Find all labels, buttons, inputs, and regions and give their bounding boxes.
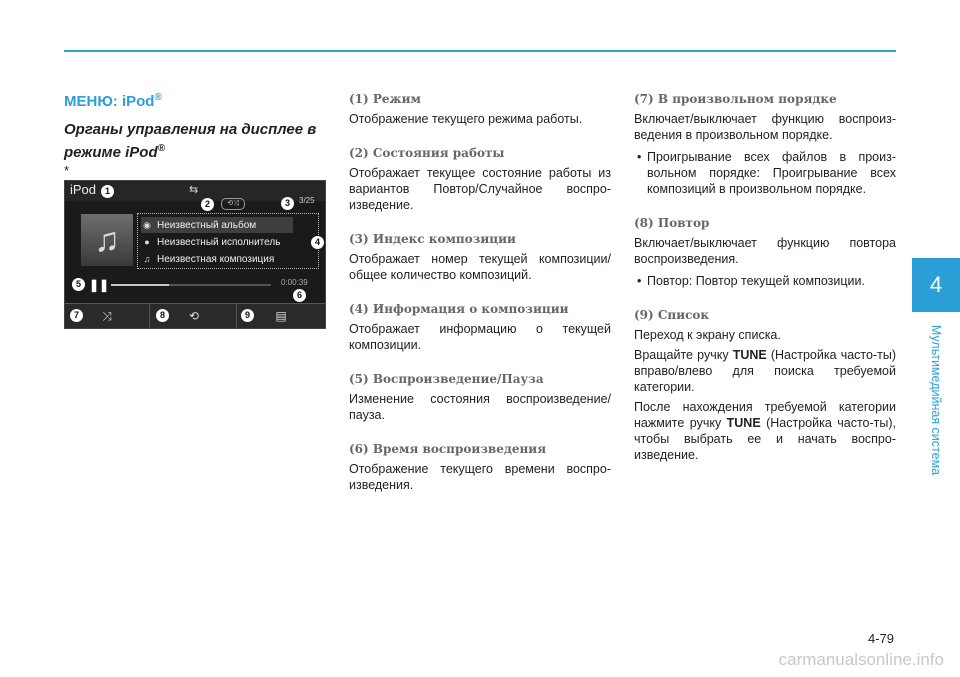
section-title: (9) Список	[634, 308, 710, 322]
artist-icon: ●	[144, 237, 150, 247]
menu-column	[64, 92, 326, 329]
callout-6: 6	[293, 289, 306, 302]
section-text: Отображение текущего времени воспро-изведения.	[349, 462, 611, 492]
section-title: (1) Режим	[349, 92, 421, 106]
shuffle-icon: ⤨	[102, 309, 112, 323]
section-title: (4) Информация о композиции	[349, 302, 569, 316]
repeat-mode-icon: ⟲⤨	[221, 198, 245, 210]
chapter-title: Мультимедийная система	[929, 324, 943, 476]
watermark: carmanualsonline.info	[778, 650, 944, 669]
song-icon: ♫	[143, 254, 151, 264]
callout-4: 4	[311, 236, 324, 249]
pause-icon: ❚❚	[89, 278, 110, 292]
section-title: (3) Индекс композиции	[349, 232, 516, 246]
artist-row: ● Неизвестный исполнитель	[141, 234, 280, 250]
section-text: Включает/выключает функцию воспроиз-ведения в произвольном порядке.	[634, 112, 896, 142]
bullet-item: • Повтор: Повтор текущей композиции.	[637, 274, 865, 288]
repeat-icon: ⟲	[188, 309, 200, 323]
section-text: После нахождения требуемой категории нажмите ручку TUNE (Настройка часто-ты), чтобы выбрать ее и начать воспро-изведение.	[634, 400, 896, 462]
list-icon: ▤	[275, 309, 287, 323]
progress-fill	[111, 284, 169, 286]
section-text: Отображает текущее состояние работы из вариантов Повтор/Случайное воспро-изведение.	[349, 166, 611, 212]
song-row: ♫ Неизвестная композиция	[141, 251, 274, 267]
callout-5: 5	[72, 278, 85, 291]
ipod-screen-illustration	[64, 180, 326, 329]
callout-3: 3	[281, 197, 294, 210]
section-title: (2) Состояния работы	[349, 146, 505, 160]
menu-subtitle: Органы управления на дисплее в режиме iPod®	[64, 121, 317, 161]
bullet-item: • Проигрывание всех файлов в произ-вольном порядке: Проигрывание всех композиций в произвольном порядке.	[637, 150, 896, 196]
play-time: 0:00:39	[281, 278, 308, 287]
callout-1: 1	[101, 185, 114, 198]
callout-8: 8	[156, 309, 169, 322]
asterisk-note: *	[64, 163, 70, 178]
usb-icon: ⇆	[189, 184, 199, 196]
section-text: Переход к экрану списка.	[634, 328, 781, 342]
chapter-number-tab: 4	[912, 258, 960, 312]
album-icon: ◉	[143, 220, 151, 230]
screen-button-bar	[65, 303, 325, 329]
section-text: Отображает номер текущей композиции/ общее количество композиций.	[349, 252, 611, 282]
section-text: Включает/выключает функцию повтора воспроизведения.	[634, 236, 896, 266]
progress-bar	[111, 284, 271, 286]
callout-2: 2	[201, 198, 214, 211]
album-art-music-note-icon: ♫	[81, 214, 133, 266]
section-text: Вращайте ручку TUNE (Настройка часто-ты) вправо/влево для поиска требуемой категории.	[634, 348, 896, 394]
album-row: ◉ Неизвестный альбом	[141, 217, 293, 233]
menu-title: МЕНЮ: iPod®	[64, 92, 162, 110]
section-title: (8) Повтор	[634, 216, 710, 230]
track-index: 3/25	[299, 196, 315, 205]
section-title: (7) В произвольном порядке	[634, 92, 837, 106]
page-number: 4-79	[867, 631, 894, 646]
descriptions-column-2	[634, 92, 896, 463]
section-title: (5) Воспроизведение/Пауза	[349, 372, 544, 386]
callout-9: 9	[241, 309, 254, 322]
section-text: Отображение текущего режима работы.	[349, 112, 583, 126]
descriptions-column-1	[349, 92, 611, 493]
section-text: Отображает информацию о текущей композиции.	[349, 322, 611, 352]
section-title: (6) Время воспроизведения	[349, 442, 547, 456]
callout-7: 7	[70, 309, 83, 322]
screen-mode-label: iPod	[70, 182, 97, 197]
section-text: Изменение состояния воспроизведение/ пауза.	[349, 392, 611, 422]
top-rule	[64, 50, 896, 52]
